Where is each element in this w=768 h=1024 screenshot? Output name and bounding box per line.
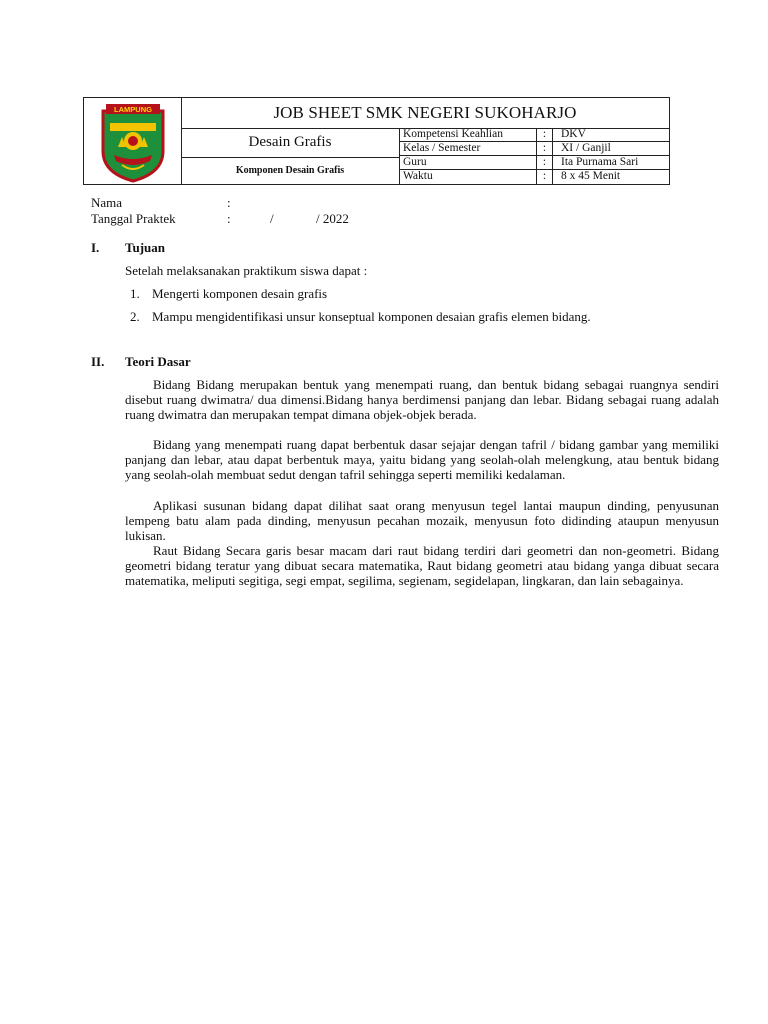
lampung-emblem-logo [100,103,166,183]
date-colon: : [227,211,231,226]
topic-label: Komponen Desain Grafis [235,165,345,176]
section-2-heading: Teori Dasar [125,354,191,369]
topic-cell [181,157,400,184]
list-item: Mampu mengidentifikasi unsur konseptual komponen desaian grafis elemen bidang. [152,309,591,324]
name-colon: : [227,195,231,210]
date-label: Tanggal Praktek [91,211,176,226]
date-separator: / [270,211,274,226]
section-2-number: II. [91,354,105,369]
subject-label: Desain Grafis [248,134,332,150]
info-colon: : [536,170,553,184]
info-key: Kompetensi Keahlian [403,128,503,140]
list-item: Mengerti komponen desain grafis [152,286,328,301]
title-row [181,98,669,129]
subject-cell [181,128,400,158]
info-value: XI / Ganjil [561,142,611,154]
info-key: Kelas / Semester [403,142,481,154]
logo-text: LAMPUNG [114,105,152,114]
info-row-kompetensi [399,128,669,142]
info-colon: : [536,156,553,169]
paragraph: Aplikasi susunan bidang dapat dilihat saat orang menyusun tegel lantai maupun dinding, penyusunan lempeng batu alam pada dinding, menyusun pecahan mozaik, menyusun foto didinding ataupun menyusun lukisan. [125,498,719,544]
page-title: JOB SHEET SMK NEGERI SUKOHARJO [273,103,577,122]
info-table [399,128,669,184]
paragraph: Bidang yang menempati ruang dapat berbentuk dasar sejajar dengan tafril / bidang gambar yang memiliki panjang dan lebar, atau dapat berbentuk maya, yaitu bidang yang seolah-olah melengkung, atau bentuk bidang yang seolah-olah membuat sedut dengan tafril sehingga seperti memiliki kedalaman. [125,437,719,483]
header-table [83,97,670,185]
info-value: 8 x 45 Menit [561,170,621,182]
date-year: / 2022 [316,211,349,226]
info-value: Ita Purnama Sari [561,156,639,168]
section-1-number: I. [91,240,100,255]
logo-cell [84,98,182,184]
info-row-kelas [399,142,669,156]
info-colon: : [536,142,553,155]
info-colon: : [536,128,553,141]
list-item-number: 2. [130,309,140,324]
info-value: DKV [561,128,586,140]
info-key: Guru [403,156,427,168]
name-label: Nama [91,195,123,210]
section-1-heading: Tujuan [125,240,165,255]
list-item-number: 1. [130,286,140,301]
paragraph: Raut Bidang Secara garis besar macam dari raut bidang terdiri dari geometri dan non-geometri. Bidang geometri bidang teratur yang dibuat secara matematika, Raut bidang geometri atau bidang yanga dibuat secara matematika, meliputi segitiga, segi empat, segilima, segienam, segidelapan, lingkaran, dan lain sebagainya. [125,543,719,589]
info-key: Waktu [403,170,433,182]
info-row-waktu [399,170,669,184]
info-row-guru [399,156,669,170]
section-1-intro: Setelah melaksanakan praktikum siswa dapat : [125,263,368,278]
paragraph: Bidang Bidang merupakan bentuk yang menempati ruang, dan bentuk bidang sebagai ruangnya sendiri disebut ruang dwimatra/ dua dimensi.Bidang hanya berdimensi panjang dan lebar. Bidang sebagai ruang adalah ruang dwimatra dan merupakan tempat dimana objek-objek berada. [125,377,719,423]
